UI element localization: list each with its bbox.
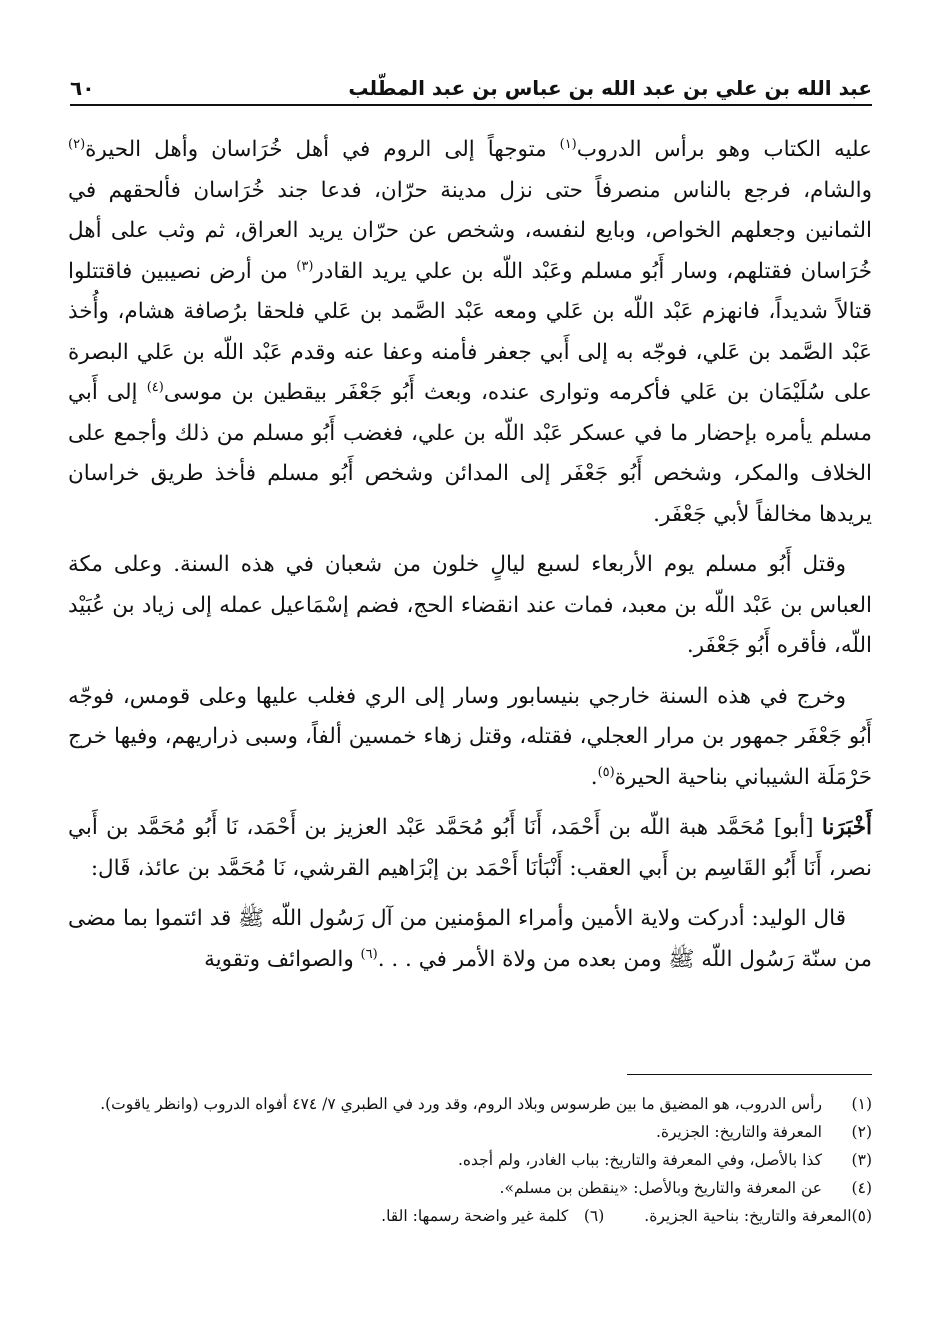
page-header — [70, 66, 872, 100]
footnote-ref-6: (٦) — [360, 946, 378, 962]
isnad-lead: أَخْبَرَنا — [821, 815, 872, 840]
footnote-ref-3: (٣) — [296, 258, 314, 274]
footnote-separator — [627, 1074, 872, 1075]
footnote-ref-4: (٤) — [146, 379, 164, 395]
header-rule — [70, 104, 872, 106]
footnote-ref-2: (٢) — [68, 136, 86, 152]
footnote-1: (١) رأس الدروب، هو المضيق ما بين طرسوس وبلاد الروم، وقد ورد في الطبري ٧/ ٤٧٤ أفواه الدروب (وانظر ياقوت). — [100, 1095, 872, 1113]
paragraph-3: وخرج في هذه السنة خارجي بنيسابور وسار إلى الري فغلب عليها وعلى قومس، فوجّه أَبُو جَعْفَر جمهور بن مرار العجلي، فقتله، وقتل زهاء خمسين ألفاً، وسبى ذراريهم، وفيها خرج حَرْمَلَة الشيباني بناحية الحيرة$^{(٥)}$. — [68, 683, 872, 790]
main-text — [68, 130, 872, 980]
paragraph-2: وقتل أَبُو مسلم يوم الأربعاء لسبع ليالٍ خلون من شعبان في هذه السنة. وعلى مكة العباس بن عَبْد اللّه بن معبد، فمات عند انقضاء الحج، فضم إسْمَاعيل عمله إلى زياد بن عُبَيْد اللّه، فأقره أَبُو جَعْفَر. — [68, 552, 872, 658]
footnote-row-5-6 — [72, 1204, 872, 1228]
footnote-5: (٥) المعرفة والتاريخ: بناحية الجزيرة. — [644, 1207, 872, 1225]
page-number: ٦٠ — [70, 76, 95, 100]
footnote-6: (٦) كلمة غير واضحة رسمها: القا. — [381, 1207, 605, 1225]
footnote-2: (٢) المعرفة والتاريخ: الجزيرة. — [655, 1123, 872, 1141]
footnote-ref-1: (١) — [559, 136, 577, 152]
paragraph-4-isnad: أَخْبَرَنا [أبو] مُحَمَّد هبة اللّه بن أَحْمَد، أَنَا أَبُو مُحَمَّد عَبْد العزيز بن أَحْمَد، نَا أَبُو مُحَمَّد بن أَبي نصر، أَنَا أَبُو القَاسِم بن أَبي العقب: أَنْبَأنَا أَحْمَد بن إبْرَاهيم القرشي، نَا مُحَمَّد بن عائذ، قَال: — [68, 815, 872, 881]
paragraph-1: عليه الكتاب وهو برأس الدروب$^{(١)}$ متوجهاً إلى الروم في أهل خُرَاسان وأهل الحيرة$^{(٢)}$ والشام، فرجع بالناس منصرفاً حتى نزل مدينة حرّان، فدعا جند خُرَاسان فألحقهم في الثمانين وجعلهم الخواص، وبايع لنفسه، وشخص عن حرّان يريد العراق، ثم وثب على أهل خُرَاسان فقتلهم، وسار أَبُو مسلم وعَبْد اللّه بن علي يريد القادر$^{(٣)}$ من أرض نصيبين فاقتتلوا قتالاً شديداً، فانهزم عَبْد اللّه بن عَلي ومعه عَبْد الصَّمد بن عَلي فلحقا برُصافة هشام، وأُخذ عَبْد الصَّمد بن عَلي، فوجّه به إلى أَبي جعفر فأمنه وعفا عنه وقدم عَبْد اللّه بن عَلي البصرة على سُلَيْمَان بن عَلي فأكرمه وتوارى عنده، وبعث أَبُو جَعْفَر بيقطين بن موسى$^{(٤)}$ إلى أَبي مسلم يأمره بإحضار ما في عسكر عَبْد اللّه بن علي، فغضب أَبُو مسلم من ذلك وأجمع على الخلاف والمكر، وشخص أَبُو جَعْفَر إلى المدائن وشخص أَبُو مسلم فأخذ طريق خراسان يريدها مخالفاً لأبي جَعْفَر. — [68, 136, 872, 527]
footnote-4: (٤) عن المعرفة والتاريخ وبالأصل: «ينقطن بن مسلم». — [499, 1179, 872, 1197]
footnote-ref-5: (٥) — [597, 764, 615, 780]
paragraph-5: قال الوليد: أدركت ولاية الأمين وأمراء المؤمنين من آل رَسُول اللّه ﷺ قد ائتموا بما مضى من سنّة رَسُول اللّه ﷺ ومن بعده من ولاة الأمر في . . .$^{(٦)}$ والصوائف وتقوية — [68, 906, 872, 972]
running-title: عبد الله بن علي بن عبد الله بن عباس بن عبد المطّلب — [348, 76, 872, 100]
footnote-3: (٣) كذا بالأصل، وفي المعرفة والتاريخ: بباب الغادر، ولم أجده. — [457, 1151, 872, 1169]
footnotes — [72, 1092, 872, 1228]
